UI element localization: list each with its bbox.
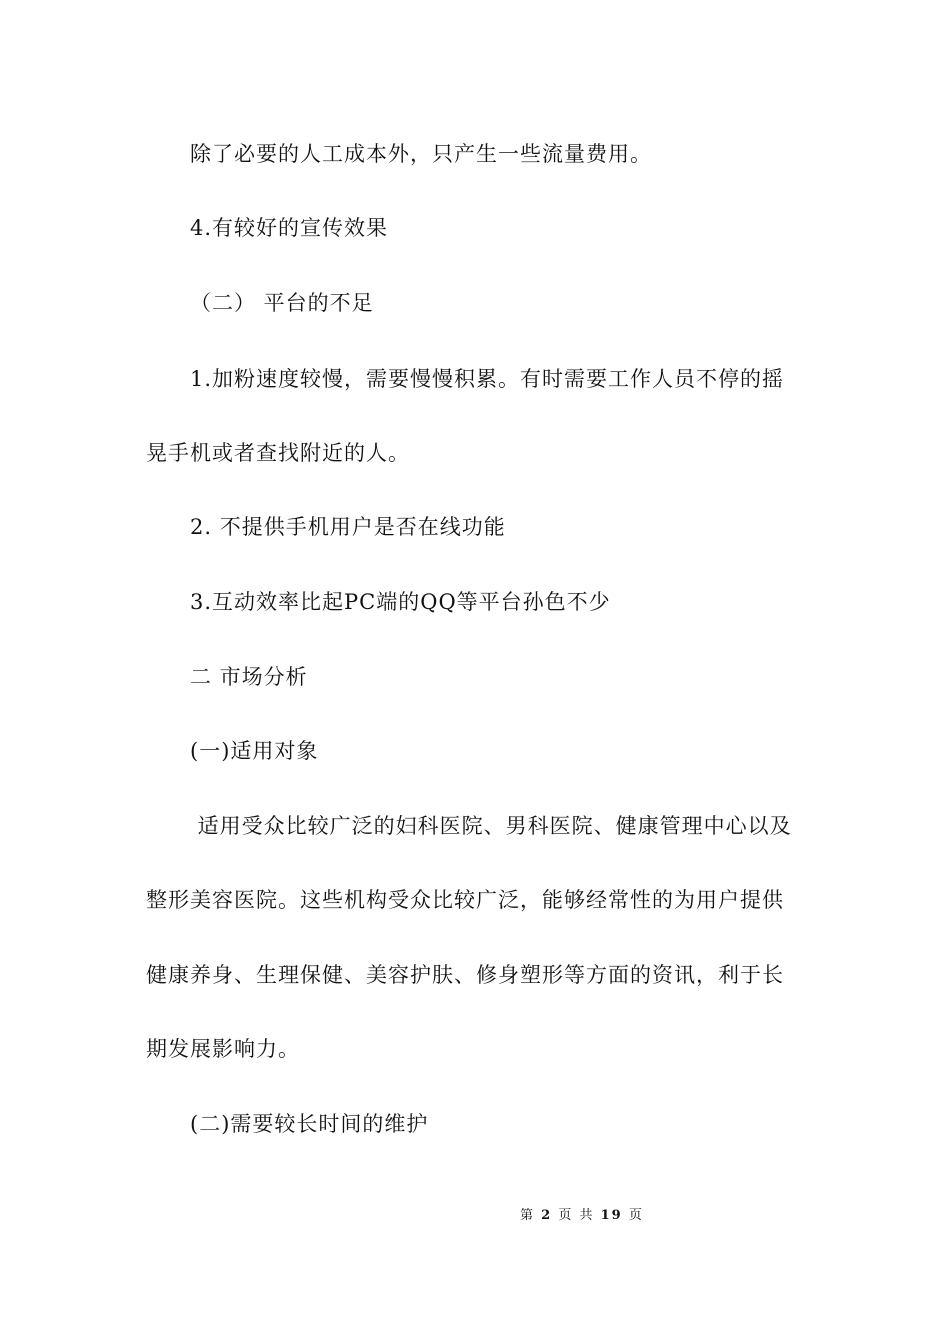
subsection-heading: (二)需要较长时间的维护	[190, 1112, 429, 1136]
paragraph-line: 整形美容医院。这些机构受众比较广泛，能够经常性的为用户提供	[146, 888, 784, 912]
paragraph-line: 期发展影响力。	[146, 1037, 300, 1061]
section-heading: 二 市场分析	[190, 665, 308, 689]
footer-total-pages: 19	[600, 1208, 623, 1223]
list-item: 1.加粉速度较慢，需要慢慢积累。有时需要工作人员不停的摇	[190, 367, 785, 391]
paragraph-line: 晃手机或者查找附近的人。	[146, 441, 410, 465]
subsection-heading: (一)适用对象	[190, 739, 319, 763]
paragraph-line: 除了必要的人工成本外，只产生一些流量费用。	[190, 142, 652, 166]
paragraph-line: 健康养身、生理保健、美容护肤、修身塑形等方面的资讯，利于长	[146, 963, 784, 987]
footer-middle: 页 共	[558, 1208, 595, 1223]
list-item: 4.有较好的宣传效果	[190, 216, 389, 240]
list-item: 2. 不提供手机用户是否在线功能	[190, 515, 506, 539]
list-item: 3.互动效率比起PC端的QQ等平台孙色不少	[190, 590, 611, 614]
footer-prefix: 第	[520, 1208, 536, 1223]
footer-page-number: 2	[541, 1208, 553, 1223]
page-footer	[520, 1206, 720, 1226]
section-heading: （二） 平台的不足	[190, 291, 374, 315]
paragraph-line: 适用受众比较广泛的妇科医院、男科医院、健康管理中心以及	[190, 814, 792, 838]
footer-suffix: 页	[628, 1208, 644, 1223]
